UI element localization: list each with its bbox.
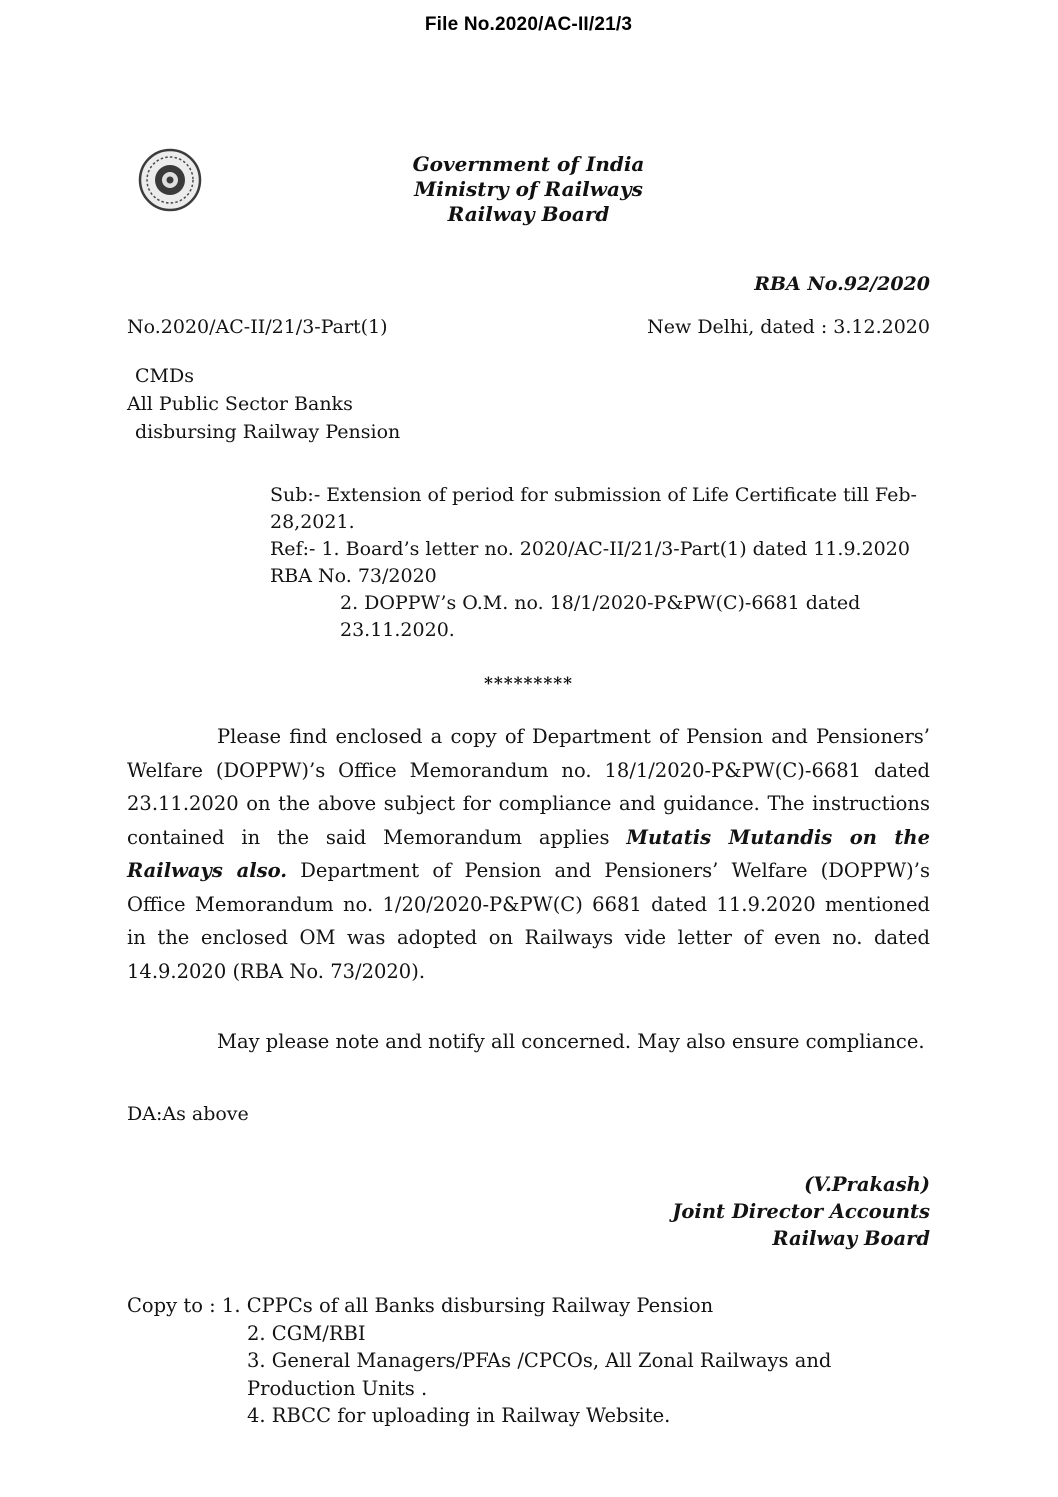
reference-line-2: 2. DOPPW’s O.M. no. 18/1/2020-P&PW(C)-6681 dated 23.11.2020.	[340, 592, 861, 641]
indian-railways-emblem-icon	[138, 148, 202, 212]
enclosure-line: DA:As above	[127, 1103, 249, 1125]
addressee-line-3: disbursing Railway Pension	[135, 421, 401, 443]
copy-to-item-1: 1. CPPCs of all Banks disbursing Railway Pension	[221, 1294, 714, 1317]
org-line-government: Government of India	[412, 152, 645, 176]
org-line-board: Railway Board	[447, 202, 610, 226]
signatory-org: Railway Board	[772, 1227, 930, 1250]
copy-to-item-3: 3. General Managers/PFAs /CPCOs, All Zonal Railways and Production Units .	[247, 1349, 832, 1400]
signature-block	[127, 1171, 930, 1252]
copy-to-label: Copy to :	[127, 1294, 222, 1317]
reference-date-row	[127, 316, 930, 338]
paragraph-1-text-b: Department of Pension and Pensioners’ Welfare (DOPPW)’s Office Memorandum no. 1/20/2020-P&PW(C) 6681 dated 11.9.2020 mentioned in the enclosed OM was adopted on Railways vide letter of even no. dated 14.9.2020 (RBA No. 73/2020).	[127, 859, 930, 983]
org-header	[127, 152, 930, 227]
subject-line: Sub:- Extension of period for submission of Life Certificate till Feb-28,2021.	[270, 484, 917, 533]
letter-number: No.2020/AC-II/21/3-Part(1)	[127, 316, 388, 338]
subject-reference-block	[270, 482, 930, 644]
paragraph-1-text-a: Please find enclosed a copy of Department of Pension and Pensioners’ Welfare (DOPPW)’s Office Memorandum no. 18/1/2020-P&PW(C)-6681 dated 23.11.2020 on the above subject for compliance and guidance. The instructions contained in the said Memorandum applies	[127, 725, 930, 849]
reference-line-1: Ref:- 1. Board’s letter no. 2020/AC-II/21/3-Part(1) dated 11.9.2020 RBA No. 73/2020	[270, 538, 910, 587]
addressee-line-1: CMDs	[135, 365, 194, 387]
org-line-ministry: Ministry of Railways	[414, 177, 643, 201]
copy-to-line-1	[127, 1292, 930, 1320]
copy-to-item-4: 4. RBCC for uploading in Railway Website.	[247, 1404, 671, 1427]
addressee-block	[127, 362, 930, 446]
body-paragraph-1	[127, 720, 930, 988]
addressee-line-2: All Public Sector Banks	[127, 393, 353, 415]
rba-number: RBA No.92/2020	[754, 273, 930, 295]
signatory-name: (V.Prakash)	[804, 1173, 930, 1196]
signatory-designation: Joint Director Accounts	[672, 1200, 930, 1223]
separator-stars: *********	[483, 674, 573, 694]
place-and-date: New Delhi, dated : 3.12.2020	[647, 316, 930, 338]
copy-to-block	[127, 1292, 930, 1430]
file-number-header: File No.2020/AC-II/21/3	[424, 14, 633, 35]
paragraph-1-emphasis: Mutatis Mutandis on the Railways also.	[127, 825, 930, 882]
copy-to-item-2: 2. CGM/RBI	[247, 1321, 366, 1345]
body-paragraph-2: May please note and notify all concerned. May also ensure compliance.	[217, 1030, 925, 1053]
